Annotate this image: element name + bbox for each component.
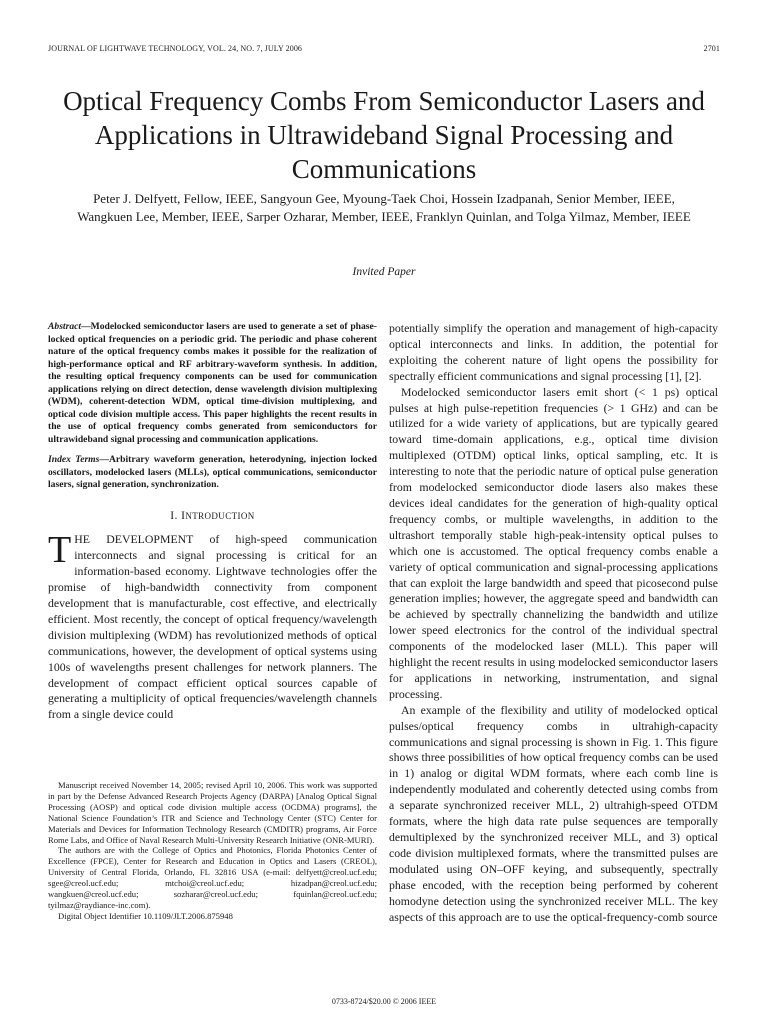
footnote-doi: Digital Object Identifier 10.1109/JLT.2006.875948 — [58, 910, 233, 921]
section-number: I. — [170, 509, 178, 522]
section-heading — [48, 509, 377, 525]
paper-title: Optical Frequency Combs From Semiconductor Lasers and Applications in Ultrawideband Signal Processing and Communications — [63, 86, 705, 184]
body-paragraph-2: Modelocked semiconductor lasers emit short (< 1 ps) optical pulses at high pulse-repetition frequencies (> 1 GHz) and can be utilized for a wide variety of applications, but are typically geared toward time-domain applications, e.g., optical time division multiplexed (OTDM) optical links, optical sampling, etc. It is interesting to note that the periodic nature of optical pulse generation from modelocked semiconductor diode lasers also makes these devices ideal candidates for the generation of high-quality optical frequency combs, or multiple wavelengths, in addition to the ultrashort temporally stable high-peak-intensity optical pulses to which one is accustomed. The optical frequency combs enable a variety of optical communication and signal-processing applications that can exploit the large bandwidth and speed that picosecond pulse generation implies; however, the aggregate speed and bandwidth can be achieved by spectrally channelizing the bandwidth and utilize lower speed electronics for the control of the individual spectral components of the modelocked laser (MLL). This paper will highlight the recent results in using modelocked semiconductor lasers for applications in networking, instrumentation, and signal processing. — [389, 384, 718, 701]
footnote — [48, 780, 377, 922]
page-number: 2701 — [703, 44, 720, 53]
index-terms-lead: Index Terms — [48, 454, 100, 465]
journal-name: JOURNAL OF LIGHTWAVE TECHNOLOGY, VOL. 24, NO. 7, JULY 2006 — [48, 44, 303, 53]
index-terms-text: —Arbitrary waveform generation, heterodyning, injection locked oscillators, modelocked lasers (MLLs), optical communications, semiconductor lasers, signal generation, synchronization. — [48, 454, 377, 490]
left-column — [48, 321, 377, 723]
running-head — [48, 44, 720, 58]
section-title-rest: NTRODUCTION — [185, 510, 255, 521]
intro-text: HE DEVELOPMENT of high-speed communication interconnects and signal processing is critical for an information-based economy. Lightwave technologies offer the promise of high-bandwidth connectivity from component development that is manufacturable, cost effective, and electrically efficient. Most recently, the concept of optical frequency/wavelength division multiplexing (WDM) has revolutionized methods of optical communications, however, the development of optical systems using 100s of wavelengths present challenges for network planners. The development of compact efficient optical sources capable of generating a multiplicity of optical frequencies/wavelength channels from a single device could — [48, 532, 377, 722]
intro-paragraph — [48, 529, 377, 723]
author-line-1: Peter J. Delfyett, Fellow, IEEE, Sangyoun Gee, Myoung-Taek Choi, Hossein Izadpanah, Senior Member, IEEE, — [93, 191, 675, 206]
abstract — [48, 321, 377, 446]
right-column — [389, 321, 718, 925]
author-list — [40, 190, 728, 226]
abstract-lead: Abstract — [48, 321, 82, 332]
abstract-text: —Modelocked semiconductor lasers are used to generate a set of phase-locked optical frequencies on a periodic grid. The periodic and phase coherent nature of the optical frequency combs makes it possible for the realization of high-performance optical and RF arbitrary-waveform synthesis. In addition, the resulting optical frequency components can be used for communication applications relying on direct detection, dense wavelength division multiplexing (WDM), coherent-detection WDM, optical time-division multiplexing, and optical code division multiple access. This paper highlights the recent results in the use of optical frequency combs generated from semiconductors for ultrawideband signal processing and communication applications. — [48, 321, 377, 445]
footnote-affiliation: The authors are with the College of Optics and Photonics, Florida Photonics Center of Excellence (FPCE), Center for Research and Education in Optics and Lasers (CREOL), University of Central Florida, Orlando, FL 32816 USA (e-mail: delfyett@creol.ucf.edu; sgee@creol.ucf.edu; mtchoi@creol.ucf.edu; hizadpan@creol.ucf.edu; wangkuen@creol.ucf.edu; sozharar@creol.ucf.edu; fquinlan@creol.ucf.edu; tyilmaz@raydiance-inc.com). — [48, 845, 377, 910]
footnote-manuscript: Manuscript received November 14, 2005; revised April 10, 2006. This work was supported in part by the Defense Advanced Research Projects Agency (DARPA) [Analog Optical Signal Processing (AOSP) and optical code division multiple access (OCDMA) programs], the National Science Foundation’s ITR and Science and Technology Center (STC) Center for Materials and Devices for Information Technology Research (CMDITR) programs, Air Force Rome Labs, and Office of Naval Research Multi-University Research Initiative (ONR-MURI). — [48, 780, 377, 845]
index-terms — [48, 454, 377, 492]
copyright-footer: 0733-8724/$20.00 © 2006 IEEE — [331, 997, 437, 1006]
drop-cap: T — [48, 529, 72, 572]
section-title-initial: I — [181, 509, 186, 522]
invited-paper-label: Invited Paper — [352, 266, 416, 278]
body-paragraph-1: potentially simplify the operation and management of high-capacity optical interconnects and links. In addition, the potential for exploiting the coherent nature of light opens the possibility for spectrally efficient communications and signal processing [1], [2]. — [389, 321, 718, 383]
author-line-2: Wangkuen Lee, Member, IEEE, Sarper Ozharar, Member, IEEE, Franklyn Quinlan, and Tolga Yilmaz, Member, IEEE — [77, 209, 691, 224]
body-paragraph-3: An example of the flexibility and utility of modelocked optical pulses/optical frequency combs in ultrahigh-capacity communications and signal processing is shown in Fig. 1. This figure shows three possibilities of how optical frequency combs can be used in 1) analog or digital WDM formats, where each comb line is independently modulated and coherently detected using combs from a separate synchronized receiver MLL, 2) ultrahigh-speed OTDM formats, where the high data rate pulse sequences are temporally demultiplexed by the synchronized receiver MLL, and 3) optical code division multiplexed formats, where the transmitted pulses are modulated using ON–OFF keying, and subsequently, spectrally phase encoded, with the reception being performed by coherent homodyne detection using the synchronized receiver MLL. The key aspects of this approach are to use the optical-frequency-comb source — [389, 702, 718, 924]
